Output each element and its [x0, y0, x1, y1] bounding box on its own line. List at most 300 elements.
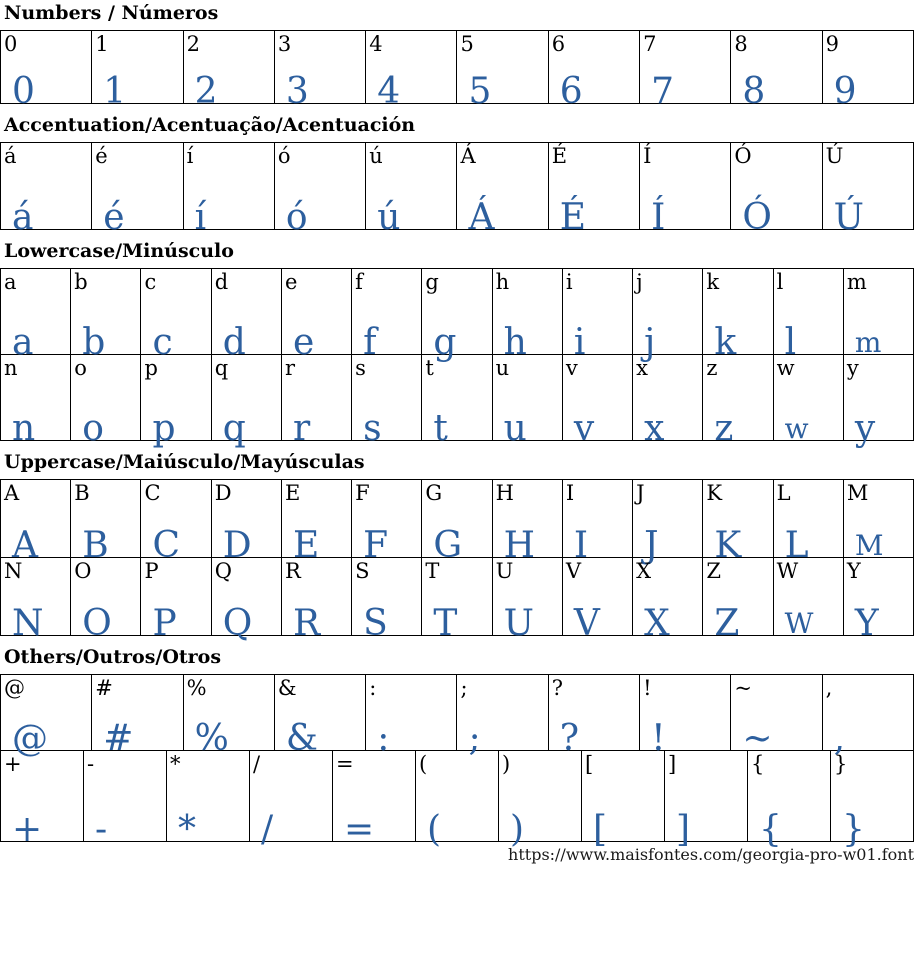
- glyph-sample-large: í: [194, 197, 207, 238]
- glyph-cell: [274, 31, 365, 112]
- glyph-cell: [70, 558, 140, 644]
- glyph-cell: [70, 480, 140, 566]
- glyph-sample-large: (: [427, 809, 442, 850]
- glyph-sample-small: x: [636, 356, 648, 380]
- font-specimen-page: [0, 4, 916, 864]
- glyph-cell: [492, 480, 562, 566]
- glyph-sample-small: n: [4, 356, 18, 380]
- glyph-sample-small: p: [144, 356, 158, 380]
- glyph-cell: [492, 355, 562, 449]
- glyph-sample-small: d: [214, 270, 229, 294]
- glyph-sample-large: M: [854, 529, 884, 562]
- glyph-sample-small: ó: [277, 144, 291, 168]
- glyph-sample-small: é: [95, 144, 108, 168]
- glyph-cell: [639, 31, 730, 112]
- glyph-sample-small: C: [144, 481, 161, 505]
- glyph-cell: [332, 751, 415, 850]
- glyph-sample-large: /: [261, 809, 274, 850]
- glyph-sample-large: #: [103, 718, 134, 759]
- glyph-sample-large: W: [784, 607, 814, 640]
- glyph-sample-small: e: [284, 270, 298, 294]
- glyph-sample-large: X: [644, 603, 670, 644]
- glyph-sample-large: Ó: [742, 197, 772, 238]
- glyph-sample-large: F: [363, 525, 389, 566]
- glyph-cell: [730, 31, 821, 112]
- glyph-sample-large: Y: [854, 603, 879, 644]
- glyph-sample-small: M: [846, 481, 869, 505]
- glyph-cell: [91, 31, 182, 112]
- glyph-cell: [581, 751, 664, 850]
- glyph-sample-small: b: [74, 270, 88, 294]
- glyph-cell: [492, 269, 562, 363]
- glyph-sample-large: l: [784, 322, 797, 363]
- glyph-sample-large: u: [503, 408, 527, 449]
- glyph-sample-small: Y: [846, 559, 861, 583]
- glyph-sample-small: F: [355, 481, 370, 505]
- glyph-sample-large: U: [503, 603, 534, 644]
- glyph-sample-large: @: [12, 718, 48, 759]
- glyph-sample-small: Á: [460, 144, 476, 168]
- glyph-sample-small: Ó: [734, 144, 752, 168]
- glyph-sample-small: m: [846, 270, 867, 294]
- glyph-cell: [773, 269, 843, 363]
- glyph-cell: [702, 558, 772, 644]
- glyph-sample-large: g: [433, 322, 457, 363]
- glyph-sample-large: á: [12, 197, 34, 238]
- glyph-sample-small: Z: [706, 559, 721, 583]
- glyph-sample-large: ú: [377, 197, 401, 238]
- glyph-cell: [843, 355, 914, 449]
- glyph-sample-small: t: [425, 356, 434, 380]
- glyph-sample-large: A: [12, 525, 38, 566]
- glyph-sample-small: q: [214, 356, 229, 380]
- glyph-sample-large: É: [559, 197, 587, 238]
- glyph-sample-large: h: [503, 322, 527, 363]
- glyph-sample-small: K: [706, 481, 723, 505]
- glyph-cell: [562, 480, 632, 566]
- section-title: Others/Outros/Otros: [4, 646, 222, 668]
- glyph-sample-small: ): [502, 752, 511, 776]
- glyph-cell: [702, 480, 772, 566]
- glyph-sample-small: U: [495, 559, 514, 583]
- glyph-sample-small: @: [4, 676, 25, 700]
- glyph-sample-small: =: [336, 752, 354, 776]
- glyph-sample-large: V: [573, 603, 600, 644]
- glyph-row: [0, 355, 914, 449]
- glyph-sample-large: R: [292, 603, 321, 644]
- glyph-cell: [421, 480, 491, 566]
- glyph-sample-small: i: [565, 270, 573, 294]
- glyph-sample-large: K: [714, 525, 742, 566]
- glyph-cell: [83, 751, 166, 850]
- glyph-cell: [351, 558, 421, 644]
- glyph-sample-large: J: [644, 525, 659, 566]
- glyph-sample-large: t: [433, 408, 448, 449]
- glyph-sample-large: P: [152, 603, 177, 644]
- glyph-sample-small: P: [144, 559, 159, 583]
- glyph-sample-small: ]: [668, 752, 677, 776]
- glyph-sample-large: ?: [559, 718, 580, 759]
- glyph-cell: [843, 558, 914, 644]
- glyph-sample-large: 1: [103, 71, 127, 112]
- glyph-sample-small: 4: [369, 32, 383, 56]
- glyph-cell: [548, 143, 639, 238]
- glyph-sample-small: y: [846, 356, 859, 380]
- glyph-cell: [822, 675, 914, 759]
- source-url: https://www.maisfontes.com/georgia-pro-w01.font: [508, 845, 914, 864]
- glyph-sample-large: D: [222, 525, 252, 566]
- glyph-cell: [281, 355, 351, 449]
- glyph-cell: [773, 355, 843, 445]
- glyph-sample-small: /: [253, 752, 261, 776]
- glyph-cell: [91, 143, 182, 238]
- glyph-sample-large: x: [644, 408, 665, 449]
- glyph-cell: [830, 751, 914, 850]
- glyph-sample-large: !: [651, 718, 666, 759]
- section-title: Numbers / Números: [4, 2, 219, 24]
- glyph-sample-small: 7: [643, 32, 657, 56]
- glyph-cell: [140, 355, 210, 449]
- glyph-cell: [249, 751, 332, 850]
- glyph-sample-large: %: [194, 718, 229, 759]
- glyph-cell: [70, 355, 140, 449]
- glyph-sample-large: -: [95, 809, 108, 850]
- section-title: Accentuation/Acentuação/Acentuación: [4, 114, 416, 136]
- glyph-sample-small: (: [419, 752, 428, 776]
- glyph-sample-small: r: [284, 356, 295, 380]
- glyph-sample-large: f: [363, 322, 377, 363]
- glyph-sample-large: ó: [285, 197, 308, 238]
- glyph-sample-small: N: [4, 559, 23, 583]
- glyph-sample-large: o: [82, 408, 104, 449]
- glyph-sections: [0, 2, 916, 850]
- glyph-sample-small: c: [144, 270, 157, 294]
- glyph-sample-large: w: [784, 412, 809, 445]
- glyph-cell: [747, 751, 830, 850]
- glyph-sample-large: E: [292, 525, 320, 566]
- glyph-sample-large: e: [292, 322, 315, 363]
- glyph-sample-large: ;: [468, 718, 481, 759]
- glyph-cell: [351, 480, 421, 566]
- glyph-cell: [281, 558, 351, 644]
- glyph-row: [0, 751, 914, 850]
- glyph-table: [0, 30, 914, 112]
- glyph-sample-small: Í: [643, 144, 652, 168]
- glyph-sample-small: #: [95, 676, 113, 700]
- glyph-sample-large: I: [573, 525, 589, 566]
- glyph-sample-large: v: [573, 408, 595, 449]
- glyph-cell: [822, 143, 914, 238]
- glyph-cell: [140, 558, 210, 644]
- glyph-sample-small: R: [284, 559, 301, 583]
- glyph-sample-large: S: [363, 603, 388, 644]
- glyph-sample-large: +: [12, 809, 43, 850]
- glyph-cell: [183, 143, 274, 238]
- glyph-sample-small: X: [636, 559, 652, 583]
- glyph-table: [0, 142, 914, 238]
- glyph-cell: [0, 355, 70, 449]
- glyph-sample-small: {: [751, 752, 765, 776]
- glyph-sample-small: &: [277, 676, 297, 700]
- glyph-sample-small: }: [834, 752, 848, 776]
- glyph-sample-large: 3: [285, 71, 309, 112]
- glyph-sample-small: g: [425, 270, 439, 294]
- glyph-sample-small: 2: [186, 32, 200, 56]
- glyph-cell: [415, 751, 498, 850]
- glyph-cell: [183, 675, 274, 759]
- glyph-row: [0, 558, 914, 644]
- glyph-cell: [498, 751, 581, 850]
- glyph-sample-small: h: [495, 270, 510, 294]
- glyph-sample-large: y: [854, 408, 876, 449]
- glyph-cell: [730, 675, 821, 759]
- glyph-cell: [274, 143, 365, 238]
- glyph-sample-small: V: [565, 559, 582, 583]
- glyph-sample-large: {: [759, 809, 782, 850]
- glyph-cell: [421, 269, 491, 363]
- glyph-sample-large: k: [714, 322, 737, 363]
- glyph-sample-large: ,: [833, 718, 846, 759]
- glyph-sample-small: E: [284, 481, 301, 505]
- glyph-sample-large: =: [344, 809, 375, 850]
- glyph-cell: [421, 355, 491, 449]
- glyph-sample-large: b: [82, 322, 106, 363]
- glyph-cell: [456, 31, 547, 112]
- glyph-sample-large: 6: [559, 71, 583, 112]
- glyph-sample-small: k: [706, 270, 720, 294]
- glyph-sample-large: N: [12, 603, 44, 644]
- glyph-cell: [281, 480, 351, 566]
- glyph-sample-small: O: [74, 559, 92, 583]
- glyph-cell: [211, 558, 281, 644]
- glyph-sample-small: ?: [551, 676, 564, 700]
- glyph-cell: [639, 143, 730, 238]
- glyph-row: [0, 480, 914, 566]
- glyph-sample-small: %: [186, 676, 207, 700]
- glyph-sample-small: +: [4, 752, 22, 776]
- glyph-sample-small: z: [706, 356, 718, 380]
- glyph-cell: [822, 31, 914, 112]
- glyph-cell: [0, 31, 91, 112]
- glyph-table: [0, 674, 914, 850]
- glyph-sample-small: A: [4, 481, 20, 505]
- glyph-sample-large: *: [178, 809, 196, 850]
- glyph-sample-small: 3: [277, 32, 292, 56]
- glyph-cell: [351, 269, 421, 363]
- glyph-sample-small: á: [4, 144, 17, 168]
- glyph-row: [0, 143, 914, 238]
- glyph-cell: [843, 480, 914, 562]
- glyph-cell: [0, 675, 91, 759]
- glyph-sample-small: w: [776, 356, 795, 380]
- glyph-sample-large: n: [12, 408, 36, 449]
- glyph-sample-large: B: [82, 525, 109, 566]
- glyph-table: [0, 268, 914, 449]
- glyph-sample-small: í: [186, 144, 194, 168]
- glyph-sample-large: C: [152, 525, 181, 566]
- glyph-sample-large: ~: [742, 718, 773, 759]
- glyph-cell: [0, 143, 91, 238]
- glyph-sample-small: Ú: [825, 144, 844, 168]
- glyph-cell: [0, 480, 70, 566]
- glyph-sample-small: -: [87, 752, 95, 776]
- glyph-sample-large: O: [82, 603, 112, 644]
- glyph-sample-small: ú: [369, 144, 383, 168]
- glyph-cell: [639, 675, 730, 759]
- glyph-cell: [70, 269, 140, 363]
- glyph-cell: [183, 31, 274, 112]
- glyph-cell: [0, 751, 83, 850]
- glyph-sample-small: W: [776, 559, 799, 583]
- section-title: Lowercase/Minúsculo: [4, 240, 234, 262]
- glyph-sample-large: ]: [676, 809, 691, 850]
- glyph-sample-large: Á: [468, 197, 495, 238]
- glyph-sample-large: 9: [833, 71, 857, 112]
- glyph-cell: [211, 480, 281, 566]
- glyph-cell: [664, 751, 747, 850]
- glyph-sample-small: H: [495, 481, 514, 505]
- glyph-sample-large: i: [573, 322, 586, 363]
- glyph-cell: [140, 269, 210, 363]
- glyph-sample-large: G: [433, 525, 463, 566]
- glyph-cell: [562, 558, 632, 644]
- glyph-cell: [365, 31, 456, 112]
- glyph-cell: [730, 143, 821, 238]
- glyph-cell: [0, 269, 70, 363]
- glyph-sample-large: d: [222, 322, 246, 363]
- glyph-cell: [843, 269, 914, 359]
- glyph-row: [0, 269, 914, 363]
- glyph-sample-small: L: [776, 481, 791, 505]
- glyph-cell: [548, 31, 639, 112]
- glyph-cell: [140, 480, 210, 566]
- glyph-cell: [365, 675, 456, 759]
- glyph-cell: [0, 558, 70, 644]
- glyph-sample-large: s: [363, 408, 382, 449]
- glyph-sample-small: I: [565, 481, 575, 505]
- glyph-sample-small: 5: [460, 32, 474, 56]
- glyph-sample-small: D: [214, 481, 232, 505]
- glyph-sample-small: o: [74, 356, 87, 380]
- glyph-sample-small: *: [170, 752, 181, 776]
- glyph-cell: [166, 751, 249, 850]
- glyph-sample-small: 9: [825, 32, 840, 56]
- glyph-cell: [632, 269, 702, 363]
- glyph-sample-small: :: [369, 676, 377, 700]
- glyph-sample-small: J: [636, 481, 645, 505]
- glyph-sample-small: ~: [734, 676, 752, 700]
- glyph-sample-small: u: [495, 356, 510, 380]
- glyph-cell: [632, 355, 702, 449]
- glyph-sample-large: T: [433, 603, 458, 644]
- glyph-sample-large: a: [12, 322, 34, 363]
- glyph-cell: [702, 269, 772, 363]
- glyph-sample-large: L: [784, 525, 809, 566]
- glyph-sample-small: f: [355, 270, 363, 294]
- glyph-cell: [632, 558, 702, 644]
- glyph-sample-small: !: [643, 676, 652, 700]
- glyph-cell: [274, 675, 365, 759]
- glyph-sample-large: é: [103, 197, 125, 238]
- glyph-cell: [211, 355, 281, 449]
- section-title: Uppercase/Maiúsculo/Mayúsculas: [4, 451, 365, 473]
- glyph-sample-small: l: [776, 270, 784, 294]
- glyph-sample-large: m: [854, 326, 882, 359]
- glyph-table: [0, 479, 914, 644]
- glyph-cell: [456, 675, 547, 759]
- glyph-sample-large: Ú: [833, 197, 865, 238]
- glyph-sample-large: 8: [742, 71, 766, 112]
- glyph-sample-large: :: [377, 718, 390, 759]
- glyph-sample-small: ,: [825, 676, 833, 700]
- glyph-sample-large: 4: [377, 71, 401, 112]
- glyph-sample-small: É: [551, 144, 568, 168]
- glyph-sample-large: j: [644, 322, 656, 363]
- glyph-cell: [702, 355, 772, 449]
- glyph-row: [0, 31, 914, 112]
- glyph-sample-large: q: [222, 408, 246, 449]
- glyph-cell: [562, 355, 632, 449]
- glyph-sample-large: Í: [651, 197, 666, 238]
- glyph-cell: [773, 558, 843, 640]
- glyph-sample-large: p: [152, 408, 176, 449]
- glyph-sample-large: H: [503, 525, 536, 566]
- glyph-sample-small: s: [355, 356, 366, 380]
- glyph-sample-small: [: [585, 752, 594, 776]
- glyph-sample-large: Z: [714, 603, 740, 644]
- glyph-sample-large: 7: [651, 71, 674, 112]
- glyph-sample-small: S: [355, 559, 370, 583]
- glyph-sample-large: &: [285, 718, 318, 759]
- glyph-sample-small: 6: [551, 32, 566, 56]
- glyph-sample-small: a: [4, 270, 17, 294]
- glyph-sample-large: }: [842, 809, 865, 850]
- glyph-sample-large: 5: [468, 71, 492, 112]
- glyph-sample-small: Q: [214, 559, 232, 583]
- glyph-cell: [351, 355, 421, 449]
- glyph-sample-small: v: [565, 356, 578, 380]
- glyph-sample-small: 0: [4, 32, 18, 56]
- glyph-cell: [632, 480, 702, 566]
- glyph-sample-small: G: [425, 481, 443, 505]
- glyph-sample-small: j: [636, 270, 643, 294]
- glyph-cell: [548, 675, 639, 759]
- glyph-sample-small: 1: [95, 32, 109, 56]
- glyph-sample-large: [: [593, 809, 608, 850]
- glyph-sample-small: T: [425, 559, 440, 583]
- glyph-cell: [562, 269, 632, 363]
- glyph-sample-large: z: [714, 408, 734, 449]
- glyph-sample-small: 8: [734, 32, 748, 56]
- glyph-cell: [281, 269, 351, 363]
- glyph-cell: [421, 558, 491, 644]
- glyph-sample-large: r: [292, 408, 311, 449]
- glyph-sample-large: 2: [194, 71, 218, 112]
- glyph-cell: [773, 480, 843, 566]
- glyph-sample-small: B: [74, 481, 90, 505]
- glyph-sample-large: Q: [222, 603, 253, 644]
- glyph-cell: [456, 143, 547, 238]
- glyph-sample-large: c: [152, 322, 173, 363]
- glyph-cell: [492, 558, 562, 644]
- glyph-cell: [365, 143, 456, 238]
- glyph-sample-large: ): [510, 809, 525, 850]
- glyph-cell: [91, 675, 182, 759]
- glyph-sample-large: 0: [12, 71, 35, 112]
- glyph-sample-small: ;: [460, 676, 468, 700]
- glyph-row: [0, 675, 914, 759]
- glyph-cell: [211, 269, 281, 363]
